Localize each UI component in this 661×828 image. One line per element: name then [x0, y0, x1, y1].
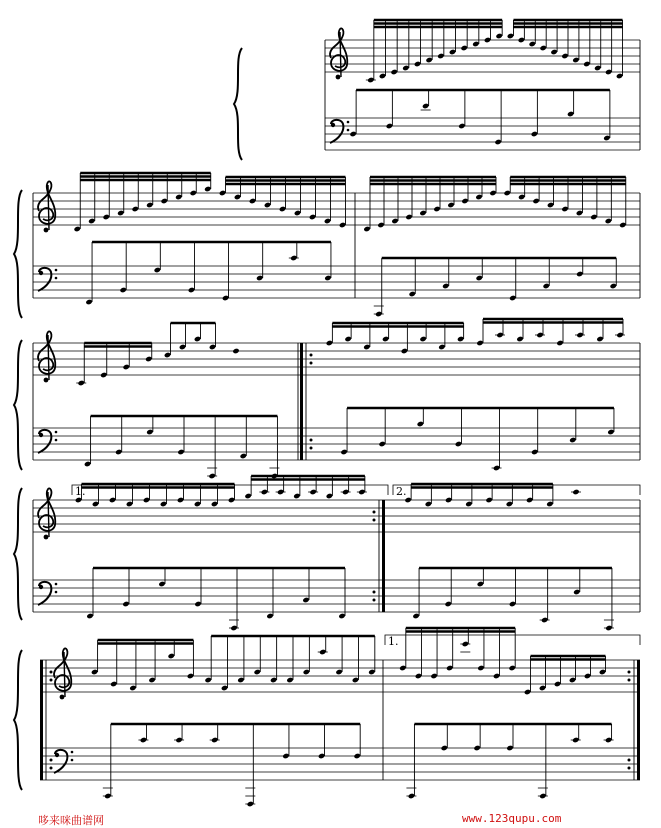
brace — [14, 340, 22, 470]
repeat-dot — [628, 671, 631, 674]
repeat-dot — [628, 767, 631, 770]
bass-clef-icon — [38, 582, 57, 605]
system2-m2-treble-down — [504, 177, 627, 228]
system1-treble-staff — [325, 40, 640, 72]
system2-m1-treble-up — [74, 173, 212, 232]
system1-treble-run-down — [507, 20, 623, 79]
bass-clef-icon — [38, 268, 57, 291]
system3-m1-bass — [84, 416, 280, 479]
system2-m2-treble-up — [363, 177, 496, 232]
repeat-dot — [310, 447, 313, 450]
repeat-start-thick — [40, 660, 43, 780]
repeat-dot — [50, 767, 53, 770]
brace — [14, 650, 22, 790]
system3-m2-bass — [340, 408, 614, 471]
system4-m2-treble — [404, 484, 553, 507]
repeat-dot — [373, 591, 376, 594]
system4-m2-treble-half — [571, 489, 581, 495]
repeat-dot — [628, 759, 631, 762]
footer-site-url: www.123qupu.com — [462, 812, 562, 825]
repeat-dot — [628, 679, 631, 682]
brace — [14, 488, 22, 620]
first-ending-bracket-label: 1. — [75, 485, 86, 498]
system4-m1-bass — [86, 568, 345, 631]
repeat-dot — [373, 599, 376, 602]
bass-clef-icon — [38, 430, 57, 453]
bass-clef-icon — [330, 120, 349, 143]
repeat-dot — [373, 519, 376, 522]
repeat-end-thick — [382, 500, 385, 612]
system4-m1-treble-a — [75, 484, 235, 507]
system3-m1-treble-half — [232, 348, 239, 354]
system3-m2-treble-a — [326, 323, 465, 354]
repeat-dot — [310, 362, 313, 365]
system1-treble-run-up — [366, 20, 503, 83]
repeat-dot — [50, 671, 53, 674]
brace — [234, 48, 242, 160]
system5-treble-staff — [40, 660, 640, 692]
system3-m2-treble-b — [476, 319, 625, 346]
repeat-start-thick — [300, 343, 303, 460]
row5-first-ending-bracket-label: 1. — [388, 635, 399, 648]
repeat-dot — [50, 759, 53, 762]
system1-bass-staff — [325, 118, 640, 150]
repeat-dot — [310, 354, 313, 357]
system4-bass-staff — [33, 580, 640, 612]
system4-m2-bass — [412, 568, 614, 631]
bass-clef-icon — [54, 750, 73, 773]
row5-first-ending-bracket — [385, 635, 640, 645]
repeat-dot — [310, 439, 313, 442]
system5-m2-bass — [406, 724, 613, 799]
repeat-dot — [373, 511, 376, 514]
footer-site-name: 哆来咪曲谱网 — [38, 814, 104, 827]
repeat-dot — [50, 679, 53, 682]
system2-m2-bass — [374, 258, 617, 317]
system5-m1-treble-a — [91, 640, 194, 691]
system3-m1-treble-eighths — [164, 323, 216, 358]
system5-m1-treble-b — [204, 636, 375, 691]
system5-bass-staff — [40, 748, 640, 780]
system2-m1-treble-down — [219, 177, 346, 228]
system3-m1-treble-run — [76, 343, 152, 386]
brace — [14, 190, 22, 318]
system3-bass-staff — [33, 428, 640, 460]
second-ending-bracket-label: 2. — [396, 485, 407, 498]
system3-treble-staff — [33, 343, 640, 375]
system4-m1-treble-b — [244, 476, 366, 499]
system5-m2-treble-a — [399, 628, 516, 679]
repeat-end-thick — [637, 660, 640, 780]
system5-m1-bass — [103, 724, 361, 807]
